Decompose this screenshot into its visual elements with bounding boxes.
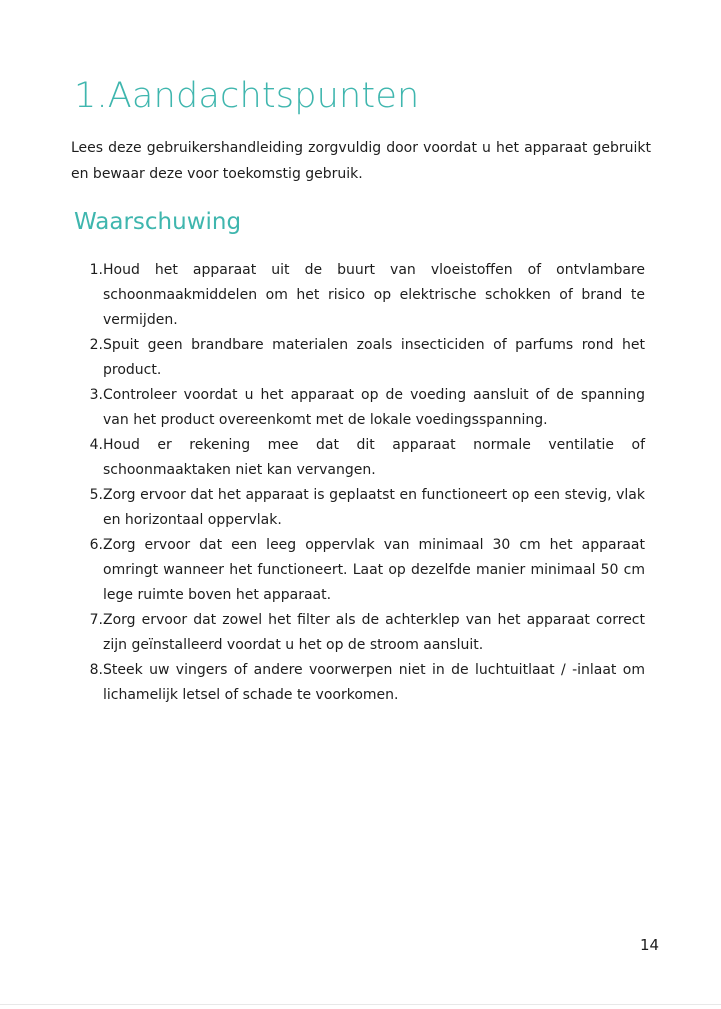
warning-item-number: 7. [89,612,103,628]
intro-paragraph: Lees deze gebruikershandleiding zorgvuldig door voordat u het apparaat gebruikt en bewaar deze voor toekomstig gebruik. [71,140,651,182]
warning-item-text: Steek uw vingers of andere voorwerpen niet in de luchtuitlaat / -inlaat om lichamelijk letsel of schade te voorkomen. [103,662,645,703]
warning-item-text: Houd het apparaat uit de buurt van vloeistoffen of ontvlambare schoonmaakmiddelen om het risico op elektrische schokken of brand te vermijden. [103,262,645,328]
warning-item-number: 4. [89,437,103,453]
warning-item-number: 5. [89,487,103,503]
warning-heading: Waarschuwing [74,209,242,235]
warning-item-text: Zorg ervoor dat een leeg oppervlak van minimaal 30 cm het apparaat omringt wanneer het functioneert. Laat op dezelfde manier minimaal 50 cm lege ruimte boven het apparaat. [103,537,645,603]
warning-item-text: Controleer voordat u het apparaat op de voeding aansluit of de spanning van het product overeenkomt met de lokale voedingsspanning. [103,387,645,428]
warning-item [82,383,645,433]
warning-item-number: 2. [89,337,103,353]
warning-item-text: Zorg ervoor dat zowel het filter als de achterklep van het apparaat correct zijn geïnstalleerd voordat u het op de stroom aansluit. [103,612,645,653]
warning-item-number: 8. [89,662,103,678]
warning-item-number: 3. [89,387,103,403]
warning-list [82,258,645,708]
warning-item-text: Houd er rekening mee dat dit apparaat normale ventilatie of schoonmaaktaken niet kan vervangen. [103,437,645,478]
warning-item-number: 6. [89,537,103,553]
warning-item-text: Spuit geen brandbare materialen zoals insecticiden of parfums rond het product. [103,337,645,378]
page-edge-divider [0,1004,721,1005]
page-number: 14 [640,936,660,954]
warning-item-text: Zorg ervoor dat het apparaat is geplaatst en functioneert op een stevig, vlak en horizontaal oppervlak. [103,487,645,528]
section-title: 1.Aandachtspunten [74,76,420,116]
warning-item [82,433,645,483]
warning-item [82,258,645,333]
warning-item [82,608,645,658]
warning-item-number: 1. [89,262,103,278]
warning-item [82,658,645,708]
warning-item [82,533,645,608]
warning-item [82,483,645,533]
warning-item [82,333,645,383]
